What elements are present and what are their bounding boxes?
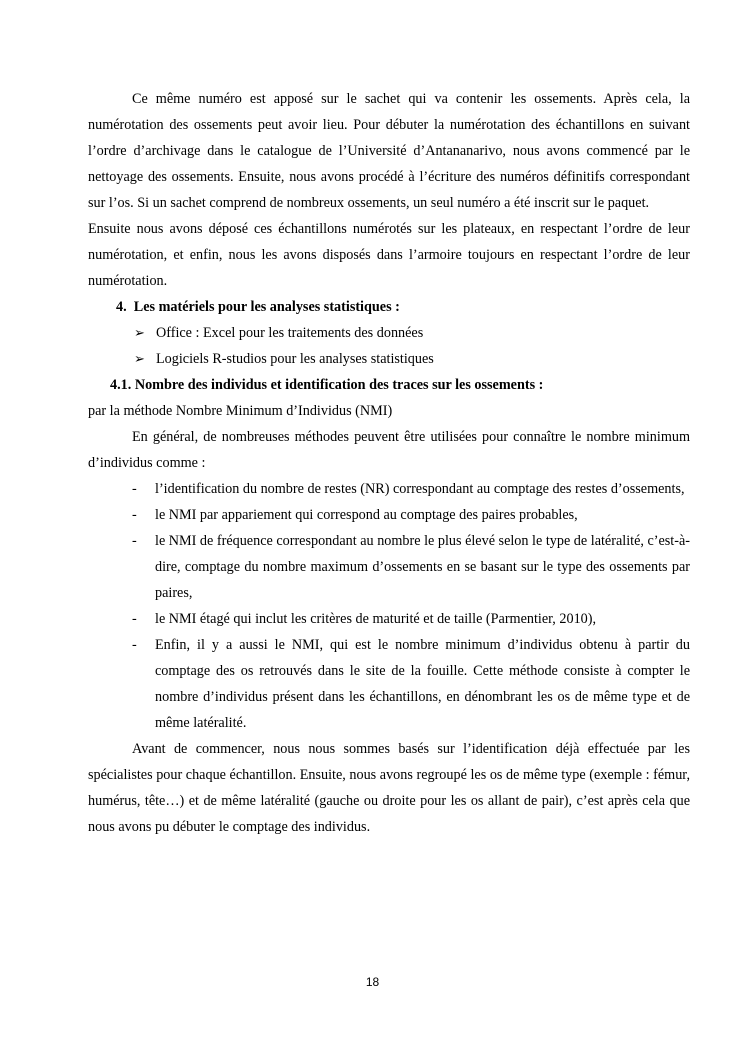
dash-bullet: - — [132, 611, 137, 627]
arrow-bullet-icon: ➢ — [134, 351, 145, 366]
section-4-title: Les matériels pour les analyses statistiques : — [133, 299, 400, 315]
section-4-heading — [88, 294, 690, 320]
materials-list — [88, 320, 690, 372]
section-41-heading: 4.1. Nombre des individus et identification des traces sur les ossements : — [110, 377, 544, 393]
paragraph-closing: Avant de commencer, nous nous sommes basés sur l’identification déjà effectuée par les spécialistes pour chaque échantillon. Ensuite, nous avons regroupé les os de même type (exemple : fémur, humérus, tête…) et de même latéralité (gauche ou droite pour les os allant de pair), c’est après cela que nous avons pu débuter le comptage des individus. — [88, 741, 690, 835]
section-41-subtitle: par la méthode Nombre Minimum d’Individus (NMI) — [88, 403, 393, 419]
document-body — [88, 86, 690, 840]
list-item: - le NMI de fréquence correspondant au nombre le plus élevé selon le type de latéralité, c’est-à-dire, comptage du nombre maximum d’ossements en se basant sur le type des ossements par paires, — [88, 528, 690, 606]
list-item: - le NMI étagé qui inclut les critères de maturité et de taille (Parmentier, 2010), — [88, 606, 690, 632]
dash-bullet: - — [132, 533, 137, 549]
page-number: 18 — [365, 975, 380, 989]
arrow-bullet-icon: ➢ — [134, 325, 145, 340]
list-item: - Enfin, il y a aussi le NMI, qui est le nombre minimum d’individus obtenu à partir du comptage des os retrouvés dans le site de la fouille. Cette méthode consiste à compter le nombre d’individus présent dans les échantillons, en dénombrant les os de même type et de même latéralité. — [88, 632, 690, 736]
dash-bullet: - — [132, 481, 137, 497]
section-4-number: 4. — [116, 299, 127, 315]
paragraph-depot: Ensuite nous avons déposé ces échantillons numérotés sur les plateaux, en respectant l’ordre de leur numérotation, et enfin, nous les avons disposés dans l’armoire toujours en respectant l’ordre de leur numérotation. — [88, 221, 690, 289]
paragraph-intro-nmi: En général, de nombreuses méthodes peuvent être utilisées pour connaître le nombre minimum d’individus comme : — [88, 429, 690, 471]
dash-bullet: - — [132, 637, 137, 653]
list-item: ➢ Logiciels R-studios pour les analyses statistiques — [88, 346, 690, 372]
methods-list — [88, 476, 690, 736]
paragraph-sachet: Ce même numéro est apposé sur le sachet qui va contenir les ossements. Après cela, la numérotation des ossements peut avoir lieu. Pour débuter la numérotation des échantillons en suivant l’ordre d’archivage dans le catalogue de l’Université d’Antananarivo, nous avons commencé par le nettoyage des ossements. Ensuite, nous avons procédé à l’écriture des numéros définitifs correspondant sur l’os. Si un sachet comprend de nombreux ossements, un seul numéro a été inscrit sur le paquet. — [88, 91, 690, 211]
list-item: - l’identification du nombre de restes (NR) correspondant au comptage des restes d’ossements, — [88, 476, 690, 502]
dash-bullet: - — [132, 507, 137, 523]
list-item: - le NMI par appariement qui correspond au comptage des paires probables, — [88, 502, 690, 528]
list-item: ➢ Office : Excel pour les traitements des données — [88, 320, 690, 346]
